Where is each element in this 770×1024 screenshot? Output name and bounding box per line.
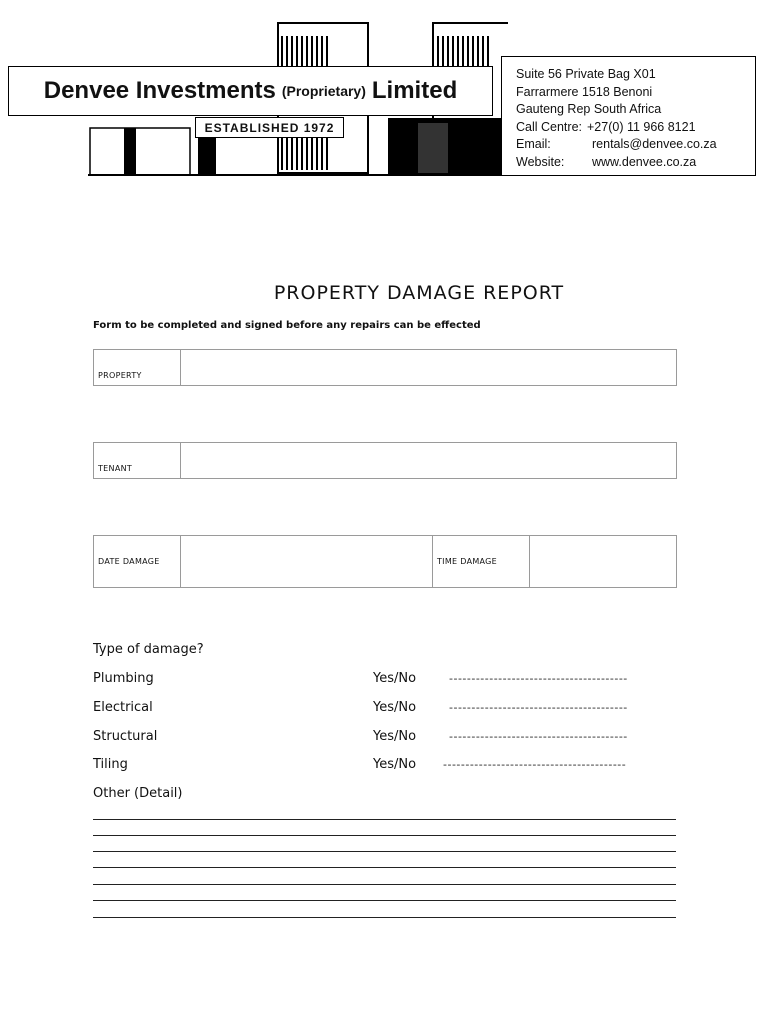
date-damage-label: DATE DAMAGE [98, 557, 160, 566]
date-time-row [93, 535, 677, 588]
time-damage-label: TIME DAMAGE [437, 557, 498, 566]
detail-line-6[interactable] [93, 900, 676, 901]
tiling-yes-no[interactable]: Yes/No [373, 757, 417, 772]
plumbing-answer-line[interactable]: ---------------------------------------- [449, 672, 628, 685]
email-value: rentals@denvee.co.za [592, 137, 717, 151]
contact-box [501, 56, 756, 176]
date-divider [180, 536, 181, 587]
tenant-row [93, 442, 677, 479]
tenant-field[interactable] [182, 443, 676, 478]
detail-line-5[interactable] [93, 884, 676, 885]
property-label: PROPERTY [98, 371, 142, 380]
form-title: PROPERTY DAMAGE REPORT [273, 282, 565, 304]
detail-line-2[interactable] [93, 835, 676, 836]
email-label: Email: [516, 137, 551, 151]
tenant-label: TENANT [98, 464, 133, 473]
electrical-answer-line[interactable]: ---------------------------------------- [449, 701, 628, 714]
tenant-divider [180, 443, 181, 478]
damage-item-structural: Structural [93, 729, 158, 744]
established-badge: ESTABLISHED 1972 [195, 117, 344, 138]
address-line-3: Gauteng Rep South Africa [516, 102, 662, 116]
damage-question: Type of damage? [93, 642, 204, 657]
website-label: Website: [516, 154, 565, 169]
time-divider-right [529, 536, 530, 587]
call-centre-label: Call Centre: [516, 119, 582, 134]
electrical-yes-no[interactable]: Yes/No [373, 700, 417, 715]
detail-line-1[interactable] [93, 819, 676, 820]
time-divider-left [432, 536, 433, 587]
detail-line-3[interactable] [93, 851, 676, 852]
form-instruction: Form to be completed and signed before any repairs can be effected [93, 320, 481, 331]
company-suffix: Limited [371, 77, 458, 104]
damage-item-tiling: Tiling [93, 757, 128, 772]
property-field[interactable] [182, 350, 676, 385]
detail-line-7[interactable] [93, 917, 676, 918]
company-name-banner [8, 66, 493, 116]
structural-yes-no[interactable]: Yes/No [373, 729, 417, 744]
call-centre-value: +27(0) 11 966 8121 [587, 119, 696, 134]
damage-item-electrical: Electrical [93, 700, 153, 715]
company-name: Denvee Investments [43, 77, 276, 104]
date-damage-field[interactable] [182, 536, 422, 587]
time-damage-field[interactable] [531, 536, 676, 587]
address-line-1: Suite 56 Private Bag X01 [516, 67, 656, 81]
tiling-answer-line[interactable]: ----------------------------------------- [443, 758, 627, 771]
property-divider [180, 350, 181, 385]
structural-answer-line[interactable]: ---------------------------------------- [449, 730, 628, 743]
website-value: www.denvee.co.za [592, 154, 697, 169]
damage-item-plumbing: Plumbing [93, 671, 154, 686]
address-line-2: Farrarmere 1518 Benoni [516, 84, 653, 99]
detail-line-4[interactable] [93, 867, 676, 868]
company-type: (Proprietary) [281, 83, 366, 99]
other-detail-label: Other (Detail) [93, 786, 183, 801]
plumbing-yes-no[interactable]: Yes/No [373, 671, 417, 686]
property-row [93, 349, 677, 386]
